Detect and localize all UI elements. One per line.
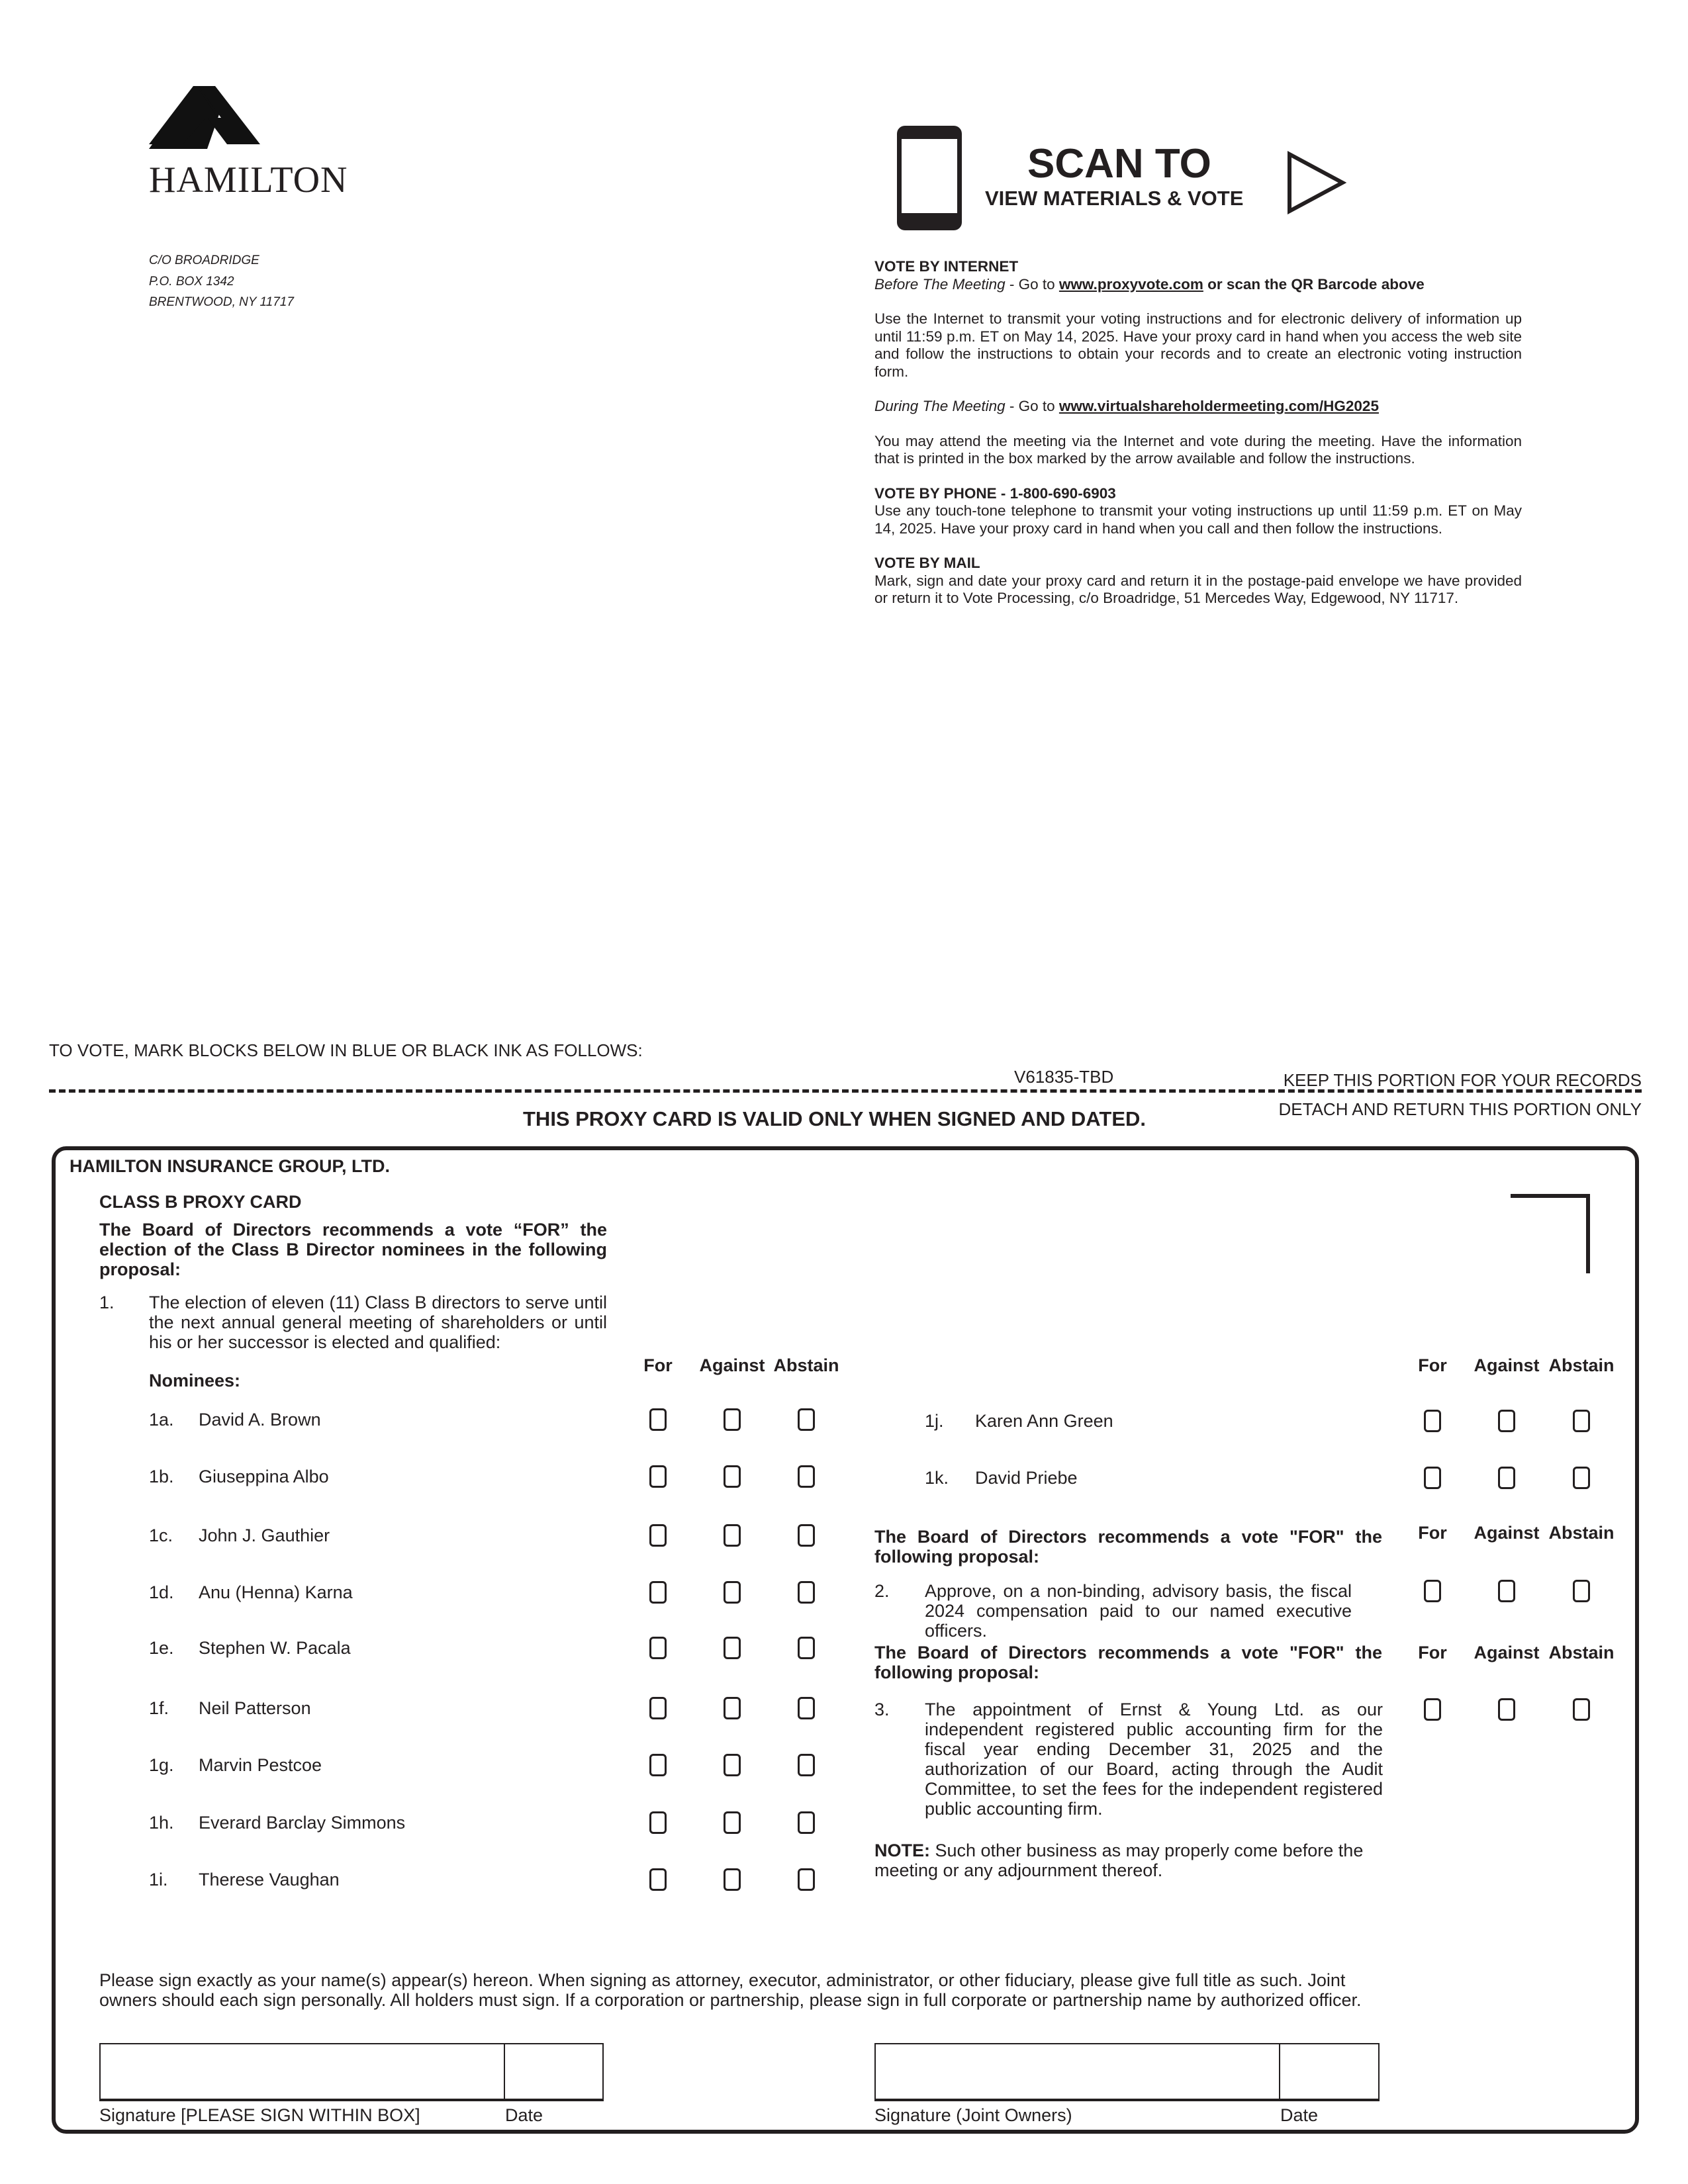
joint-signature-box[interactable] (874, 2043, 1280, 2101)
nominee-code: 1h. (149, 1813, 174, 1833)
checkbox-for-1h[interactable] (649, 1811, 667, 1834)
phone-icon (897, 126, 962, 230)
checkbox-abstain-proposal-2[interactable] (1573, 1580, 1590, 1602)
qr-hint: or scan the QR Barcode above (1203, 275, 1425, 293)
during-meeting-label: During The Meeting (874, 398, 1006, 414)
keep-portion-label: KEEP THIS PORTION FOR YOUR RECORDS (1283, 1070, 1642, 1090)
checkbox-against-1h[interactable] (724, 1811, 741, 1834)
nominee-code: 1d. (149, 1582, 174, 1602)
nominee-name: Stephen W. Pacala (199, 1638, 351, 1658)
checkbox-abstain-proposal-3[interactable] (1573, 1698, 1590, 1721)
header-for: For (1418, 1523, 1447, 1543)
header-abstain: Abstain (1548, 1355, 1615, 1375)
nominee-name: Neil Patterson (199, 1698, 311, 1718)
checkbox-against-1e[interactable] (724, 1637, 741, 1659)
checkbox-abstain-1a[interactable] (798, 1408, 815, 1431)
before-meeting-label: Before The Meeting (874, 275, 1006, 293)
nominees-label: Nominees: (149, 1371, 241, 1390)
header-against: Against (1474, 1355, 1540, 1375)
checkbox-against-proposal-3[interactable] (1498, 1698, 1515, 1721)
go-to-text: - Go to (1005, 275, 1059, 293)
item-3-number: 3. (874, 1700, 890, 1719)
nominee-code: 1c. (149, 1525, 173, 1545)
item-1-text: The election of eleven (11) Class B directors to serve until the next annual general meeting of shareholders or until his or her successor is elected and qualified: (149, 1293, 607, 1352)
checkbox-for-1k[interactable] (1424, 1467, 1441, 1489)
detach-label: DETACH AND RETURN THIS PORTION ONLY (1278, 1099, 1642, 1119)
during-body: You may attend the meeting via the Internet and vote during the meeting. Have the information that is printed in the box marked by the arrow available and follow the instructions. (874, 432, 1522, 467)
logo-wordmark: HAMILTON (149, 159, 348, 201)
card-title: CLASS B PROXY CARD (99, 1192, 302, 1212)
item-2-text: Approve, on a non-binding, advisory basis, the fiscal 2024 compensation paid to our named executive officers. (925, 1581, 1352, 1641)
checkbox-for-1c[interactable] (649, 1524, 667, 1547)
address-line: C/O BROADRIDGE (149, 253, 259, 267)
checkbox-abstain-1k[interactable] (1573, 1467, 1590, 1489)
nominee-code: 1a. (149, 1410, 174, 1430)
date-label: Date (505, 2105, 543, 2125)
address-line: P.O. BOX 1342 (149, 275, 234, 289)
header-for: For (643, 1355, 673, 1375)
date-box[interactable] (504, 2043, 604, 2101)
checkbox-against-1c[interactable] (724, 1524, 741, 1547)
header-against: Against (1474, 1643, 1540, 1662)
detach-line (49, 1089, 1642, 1093)
control-code: V61835-TBD (1014, 1067, 1114, 1087)
checkbox-abstain-1c[interactable] (798, 1524, 815, 1547)
joint-date-box[interactable] (1279, 2043, 1380, 2101)
recommendation-3: The Board of Directors recommends a vote "FOR" the following proposal: (874, 1643, 1382, 1682)
checkbox-against-1i[interactable] (724, 1868, 741, 1891)
checkbox-against-1a[interactable] (724, 1408, 741, 1431)
scan-title: SCAN TO (1027, 141, 1211, 187)
checkbox-abstain-1b[interactable] (798, 1465, 815, 1488)
hamilton-logo-icon (149, 86, 342, 149)
go-to-text: - Go to (1005, 398, 1059, 414)
mail-body: Mark, sign and date your proxy card and return it in the postage-paid envelope we have provided or return it to Vote Processing, c/o Broadridge, 51 Mercedes Way, Edgewood, NY 11717. (874, 572, 1522, 606)
checkbox-abstain-1h[interactable] (798, 1811, 815, 1834)
checkbox-abstain-1e[interactable] (798, 1637, 815, 1659)
nominee-name: David Priebe (975, 1468, 1078, 1488)
item-3-text: The appointment of Ernst & Young Ltd. as our independent registered public accounting firm for the fiscal year ending December 31, 2025 and the authorization of our Board, acting through the Audit Committee, to set the fees for the independent registered public accounting firm. (925, 1700, 1383, 1819)
header-abstain: Abstain (1548, 1523, 1615, 1543)
checkbox-for-proposal-2[interactable] (1424, 1580, 1441, 1602)
note-label: NOTE: (874, 1841, 930, 1860)
vote-internet-heading: VOTE BY INTERNET (874, 258, 1019, 275)
play-arrow-icon (1286, 151, 1347, 214)
header-for: For (1418, 1643, 1447, 1662)
nominee-code: 1f. (149, 1698, 169, 1718)
phone-body: Use any touch-tone telephone to transmit your voting instructions up until 11:59 p.m. ET on May 14, 2025. Have your proxy card in hand when you call and then follow the instructions. (874, 502, 1522, 537)
nominee-code: 1b. (149, 1467, 174, 1486)
note (874, 1841, 1382, 1880)
nominee-name: Everard Barclay Simmons (199, 1813, 406, 1833)
internet-body: Use the Internet to transmit your voting instructions and for electronic delivery of information up until 11:59 p.m. ET on May 14, 2025. Have your proxy card in hand when you access the web site and follow the instructions to obtain your records and to create an electronic voting instruction form. (874, 310, 1522, 380)
vote-mail-heading: VOTE BY MAIL (874, 555, 980, 571)
header-abstain: Abstain (773, 1355, 839, 1375)
signature-label: Signature [PLEASE SIGN WITHIN BOX] (99, 2105, 420, 2125)
checkbox-for-1e[interactable] (649, 1637, 667, 1659)
nominee-name: Karen Ann Green (975, 1411, 1113, 1431)
proxyvote-link[interactable]: www.proxyvote.com (1058, 275, 1203, 293)
address-line: BRENTWOOD, NY 11717 (149, 295, 294, 309)
vote-phone-heading: VOTE BY PHONE - 1-800-690-6903 (874, 484, 1116, 502)
checkbox-for-1a[interactable] (649, 1408, 667, 1431)
joint-signature-label: Signature (Joint Owners) (874, 2105, 1072, 2125)
nominee-name: David A. Brown (199, 1410, 321, 1430)
nominee-name: Anu (Henna) Karna (199, 1582, 353, 1602)
corner-mark-icon (1511, 1194, 1590, 1273)
recommendation-1: The Board of Directors recommends a vote “FOR” the election of the Class B Director nominees in the following proposal: (99, 1220, 607, 1279)
checkbox-abstain-1g[interactable] (798, 1754, 815, 1776)
signing-instructions: Please sign exactly as your name(s) appear(s) hereon. When signing as attorney, executor, administrator, or other fiduciary, please give full title as such. Joint owners should each sign personally. All holders must sign. If a corporation or partnership, please sign in full corporate or partnership name by authorized officer. (99, 1970, 1362, 2010)
nominee-code: 1g. (149, 1755, 174, 1775)
nominee-name: Marvin Pestcoe (199, 1755, 322, 1775)
valid-notice: THIS PROXY CARD IS VALID ONLY WHEN SIGNED AND DATED. (523, 1107, 1147, 1130)
checkbox-for-1d[interactable] (649, 1581, 667, 1604)
checkbox-for-1i[interactable] (649, 1868, 667, 1891)
nominee-code: 1k. (925, 1468, 949, 1488)
vote-instructions (874, 258, 1522, 625)
item-2-number: 2. (874, 1581, 890, 1601)
checkbox-for-1b[interactable] (649, 1465, 667, 1488)
nominee-code: 1j. (925, 1411, 944, 1431)
checkbox-abstain-1j[interactable] (1573, 1410, 1590, 1432)
company-name: HAMILTON INSURANCE GROUP, LTD. (70, 1156, 391, 1176)
nominee-code: 1e. (149, 1638, 174, 1658)
note-text: Such other business as may properly come before the meeting or any adjournment thereof. (874, 1841, 1364, 1880)
checkbox-against-1j[interactable] (1498, 1410, 1515, 1432)
header-abstain: Abstain (1548, 1643, 1615, 1662)
checkbox-against-1f[interactable] (724, 1697, 741, 1719)
checkbox-for-1j[interactable] (1424, 1410, 1441, 1432)
checkbox-against-1d[interactable] (724, 1581, 741, 1604)
header-for: For (1418, 1355, 1447, 1375)
nominee-name: Therese Vaughan (199, 1870, 340, 1889)
joint-date-label: Date (1280, 2105, 1319, 2125)
checkbox-against-proposal-2[interactable] (1498, 1580, 1515, 1602)
scan-subtitle: VIEW MATERIALS & VOTE (985, 187, 1244, 210)
recommendation-2: The Board of Directors recommends a vote "FOR" the following proposal: (874, 1527, 1382, 1567)
nominee-name: John J. Gauthier (199, 1525, 330, 1545)
checkbox-abstain-1i[interactable] (798, 1868, 815, 1891)
checkbox-against-1k[interactable] (1498, 1467, 1515, 1489)
checkbox-for-1g[interactable] (649, 1754, 667, 1776)
header-against: Against (1474, 1523, 1540, 1543)
nominee-code: 1i. (149, 1870, 168, 1889)
header-against: Against (699, 1355, 765, 1375)
checkbox-abstain-1f[interactable] (798, 1697, 815, 1719)
item-1-number: 1. (99, 1293, 115, 1312)
checkbox-against-1b[interactable] (724, 1465, 741, 1488)
checkbox-against-1g[interactable] (724, 1754, 741, 1776)
checkbox-for-1f[interactable] (649, 1697, 667, 1719)
signature-box[interactable] (99, 2043, 505, 2101)
checkbox-abstain-1d[interactable] (798, 1581, 815, 1604)
ink-instructions: TO VOTE, MARK BLOCKS BELOW IN BLUE OR BLACK INK AS FOLLOWS: (49, 1040, 643, 1060)
virtual-meeting-link[interactable]: www.virtualshareholdermeeting.com/HG2025 (1058, 398, 1379, 414)
checkbox-for-proposal-3[interactable] (1424, 1698, 1441, 1721)
nominee-name: Giuseppina Albo (199, 1467, 329, 1486)
